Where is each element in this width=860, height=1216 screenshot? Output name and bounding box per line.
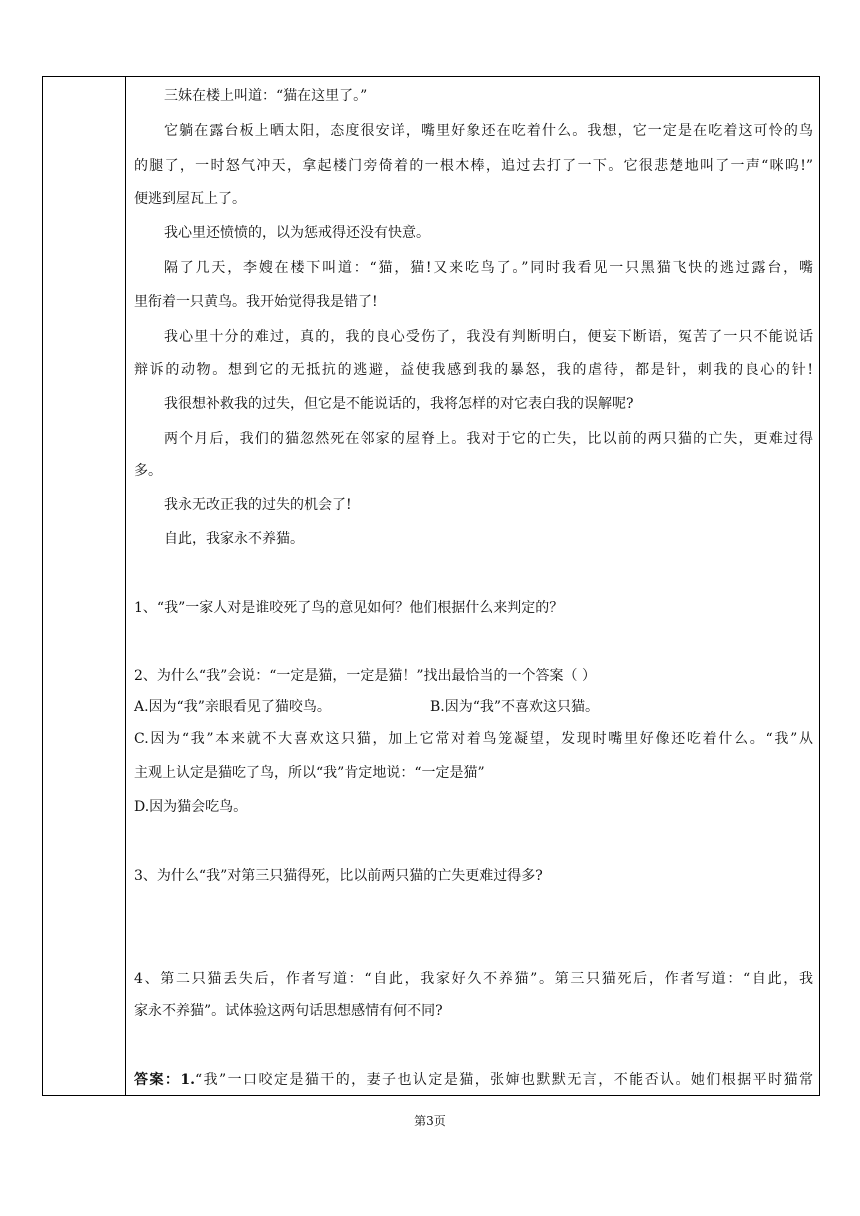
question-2: 2、为什么“我”会说：“一定是猫，一定是猫！”找出最恰当的一个答案（ ）: [134, 668, 596, 684]
passage-p5-line2: 辩诉的动物。想到它的无抵抗的逃避，益使我感到我的暴怒，我的虐待，都是针，刺我的良心的针!: [134, 362, 813, 378]
left-label-column: [43, 77, 126, 1095]
passage-p2-line3: 便逃到屋瓦上了。: [134, 191, 246, 207]
question-4-line1: 4、第二只猫丢失后，作者写道：“自此，我家好久不养猫”。第三只猫死后，作者写道：“自此，我: [134, 971, 813, 987]
passage-p6: 我很想补救我的过失，但它是不能说话的，我将怎样的对它表白我的误解呢?: [164, 396, 634, 412]
passage-p7-line2: 多。: [134, 463, 162, 479]
question-2-option-d: D.因为猫会吃鸟。: [134, 799, 248, 815]
answer-text: “我”一口咬定是猫干的，妻子也认定是猫，张婶也默默无言，不能否认。她们根据平时猫常: [194, 1072, 814, 1088]
passage-p5-line1: 我心里十分的难过，真的，我的良心受伤了，我没有判断明白，便妄下断语，冤苦了一只不能说话: [164, 329, 813, 345]
passage-p4-line2: 里衔着一只黄鸟。我开始觉得我是错了!: [134, 294, 378, 310]
passage-p8: 我永无改正我的过失的机会了!: [164, 497, 352, 513]
passage-p7-line1: 两个月后，我们的猫忽然死在邻家的屋脊上。我对于它的亡失，比以前的两只猫的亡失，更难过得: [164, 431, 813, 447]
question-2-option-c-line1: C.因为“我”本来就不大喜欢这只猫，加上它常对着鸟笼凝望，发现时嘴里好像还吃着什么。“我”从: [134, 731, 813, 747]
passage-p4-line1: 隔了几天，李嫂在楼下叫道：“猫，猫!又来吃鸟了。”同时我看见一只黑猫飞快的逃过露台，嘴: [164, 260, 813, 276]
passage-p3: 我心里还愤愤的，以为惩戒得还没有快意。: [164, 225, 430, 241]
answer-number: 1.: [180, 1072, 195, 1088]
question-3: 3、为什么“我”对第三只猫得死，比以前两只猫的亡失更难过得多?: [134, 868, 543, 884]
passage-p1: 三妹在楼上叫道：“猫在这里了。”: [164, 88, 368, 104]
passage-p2-line2: 的腿了，一时怒气冲天，拿起楼门旁倚着的一根木棒，追过去打了一下。它很悲楚地叫了一声“咪呜!”: [134, 158, 813, 174]
option-b-text: B.因为“我”不喜欢这只猫。: [430, 699, 600, 715]
question-2-option-a: [134, 697, 813, 717]
answer-label: 答案：: [134, 1072, 181, 1088]
option-a-text: A.因为“我”亲眼看见了猫咬鸟。: [134, 699, 331, 715]
question-1: 1、“我”一家人对是谁咬死了鸟的意见如何？他们根据什么来判定的？: [134, 600, 564, 616]
question-2-option-c-line2: 主观上认定是猫吃了鸟，所以“我”肯定地说：“一定是猫”: [134, 765, 485, 781]
question-4-line2: 家永不养猫”。试体验这两句话思想感情有何不同?: [134, 1003, 443, 1019]
passage-p9: 自此，我家永不养猫。: [164, 531, 304, 547]
passage-p2-line1: 它躺在露台板上晒太阳，态度很安详，嘴里好象还在吃着什么。我想，它一定是在吃着这可怜的鸟: [164, 123, 813, 139]
page-number: 第3页: [414, 1114, 446, 1128]
worksheet-table: [42, 76, 820, 1096]
answer-line: [134, 1070, 813, 1090]
